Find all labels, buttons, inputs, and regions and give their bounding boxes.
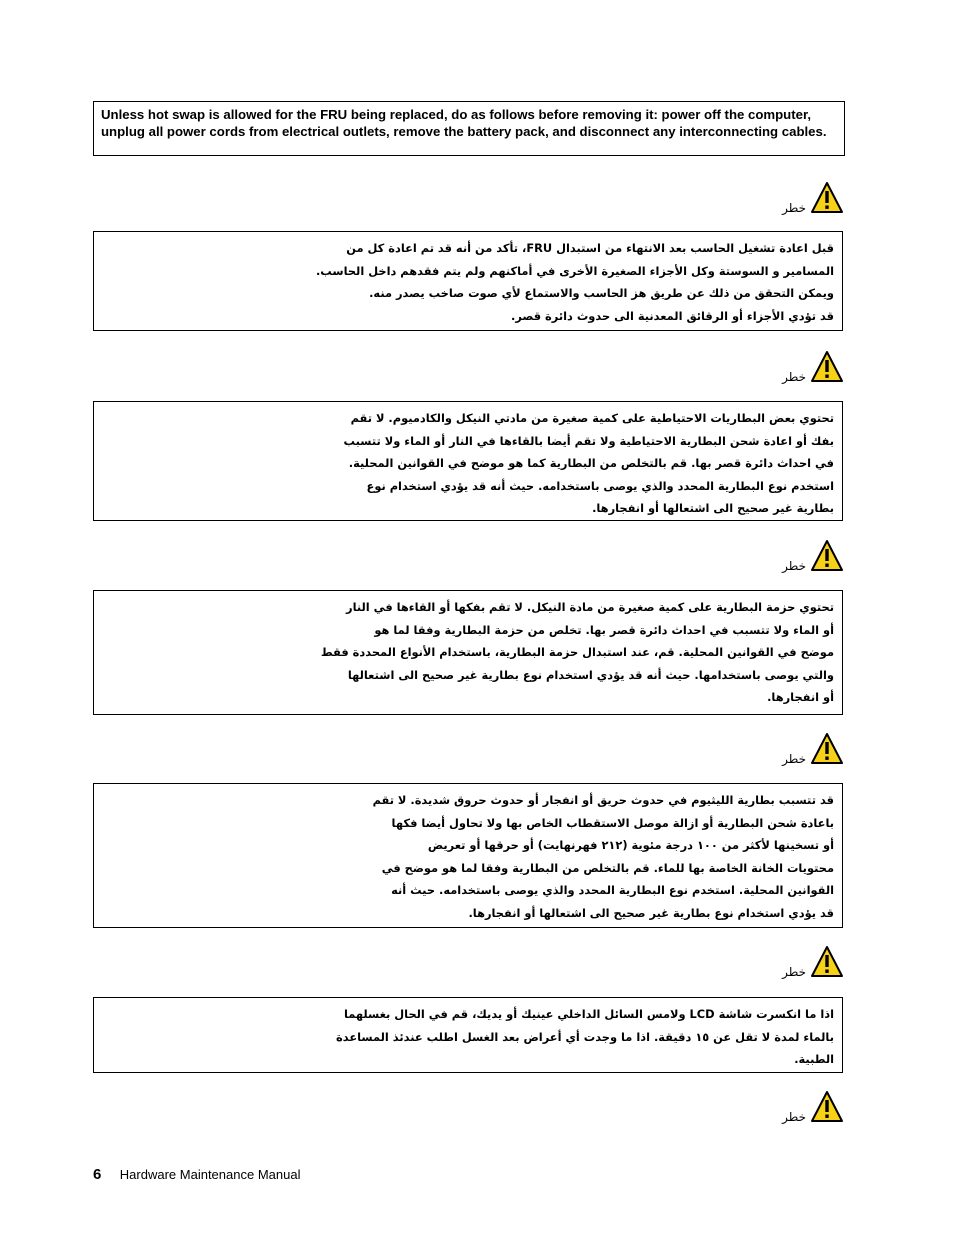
warning-text-line: ويمكن التحقق من ذلك عن طريق هز الحاسب والاستماع لأي صوت صاخب يصدر منه. [369, 286, 834, 300]
warning-text-line: اذا ما انكسرت شاشة LCD ولامس السائل الداخلي عينيك أو يديك، قم في الحال بغسلهما [343, 1007, 834, 1021]
danger-row [782, 181, 844, 215]
warning-box-5 [93, 997, 843, 1073]
warning-text-line: أو تسخينها لأكثر من ١٠٠ درجة مئوية (٢١٢ فهرنهايت) أو حرقها أو تعريض [427, 838, 834, 852]
danger-row [782, 732, 844, 766]
warning-box-3 [93, 590, 843, 715]
warning-text-line: في احداث دائرة قصر بها. قم بالتخلص من البطارية كما هو موضح في القوانين المحلية. [348, 456, 834, 470]
warning-text-line: الطبية. [794, 1052, 834, 1066]
page-number: 6 [93, 1166, 102, 1183]
warning-text-line: تحتوي بعض البطاريات الاحتياطية على كمية صغيرة من مادتي النيكل والكادميوم. لا تقم [350, 411, 834, 425]
danger-label: خطر [782, 1110, 806, 1124]
warning-text-line: قد يؤدي استخدام نوع بطارية غير صحيح الى اشتعالها أو انفجارها. [468, 905, 834, 920]
warning-triangle-icon [810, 945, 844, 979]
warning-box-2 [93, 401, 843, 521]
danger-row [782, 539, 844, 573]
danger-label: خطر [782, 559, 806, 573]
warning-triangle-icon [810, 350, 844, 384]
danger-label: خطر [782, 965, 806, 979]
danger-row [782, 945, 844, 979]
warning-triangle-icon [810, 1090, 844, 1124]
warning-box-1 [93, 231, 843, 331]
danger-row [782, 1090, 844, 1124]
warning-text-line: استخدم نوع البطارية المحدد والذي يوصى باستخدامه. حيث أنه قد يؤدي استخدام نوع [366, 478, 834, 493]
danger-label: خطر [782, 370, 806, 384]
warning-text-line: أو الماء ولا تتسبب في احداث دائرة قصر بها. تخلص من حزمة البطارية وفقا لما هو [374, 622, 834, 637]
danger-label: خطر [782, 752, 806, 766]
warning-text-line: محتويات الخانة الخاصة بها للماء. قم بالتخلص من البطارية وفقا لما هو موضح في [381, 860, 834, 875]
warning-triangle-icon [810, 732, 844, 766]
warning-text-line: قبل اعادة تشغيل الحاسب بعد الانتهاء من استبدال FRU، تأكد من أنه قد تم اعادة كل من [346, 241, 834, 255]
hot-swap-notice: Unless hot swap is allowed for the FRU being replaced, do as follows before removing it: power off the computer, unplug all power cords from electrical outlets, remove the battery pack, and disconnect any interconnecting cables. [93, 101, 845, 156]
danger-label: خطر [782, 201, 806, 215]
warning-text-line: قد تؤدي الأجزاء أو الرقائق المعدنية الى حدوث دائرة قصر. [511, 308, 834, 323]
warning-text-line: بفك أو اعادة شحن البطارية الاحتياطية ولا تقم أيضا بالقاءها في النار أو الماء ولا تتسبب [343, 433, 834, 448]
warning-text-line: بالماء لمدة لا تقل عن ١٥ دقيقة. اذا ما وجدت أي أعراض بعد الغسل اطلب عندئذ المساعدة [336, 1029, 834, 1044]
page-footer [93, 1166, 300, 1184]
warning-text-line: تحتوي حزمة البطارية على كمية صغيرة من مادة النيكل. لا تقم بفكها أو القاءها في النار [346, 600, 834, 614]
warning-text-line: القوانين المحلية. استخدم نوع البطارية المحدد والذي يوصى باستخدامه. حيث أنه [391, 883, 834, 897]
warning-triangle-icon [810, 539, 844, 573]
warning-text-line: بطارية غير صحيح الى اشتعالها أو انفجارها. [592, 501, 834, 515]
warning-text-line: قد تتسبب بطارية الليثيوم في حدوث حريق أو انفجار أو حدوث حروق شديدة. لا تقم [372, 793, 834, 807]
warning-text-line: والتي يوصى باستخدامها. حيث أنه قد يؤدي استخدام نوع بطارية غير صحيح الى اشتعالها [347, 667, 834, 682]
warning-text-line: أو انفجارها. [767, 690, 834, 704]
danger-row [782, 350, 844, 384]
warning-text-line: موضح في القوانين المحلية. قم، عند استبدال حزمة البطارية، باستخدام الأنواع المحددة فقط [320, 645, 834, 659]
warning-text-line: باعادة شحن البطارية أو ازالة موصل الاستقطاب الخاص بها ولا تحاول أيضا فكها [391, 815, 834, 830]
warning-text-line: المسامير و السوستة وكل الأجزاء الصغيرة الأخرى في أماكنهم ولم يتم فقدهم داخل الحاسب. [315, 263, 834, 278]
warning-box-4 [93, 783, 843, 928]
manual-title: Hardware Maintenance Manual [119, 1167, 301, 1182]
warning-triangle-icon [810, 181, 844, 215]
